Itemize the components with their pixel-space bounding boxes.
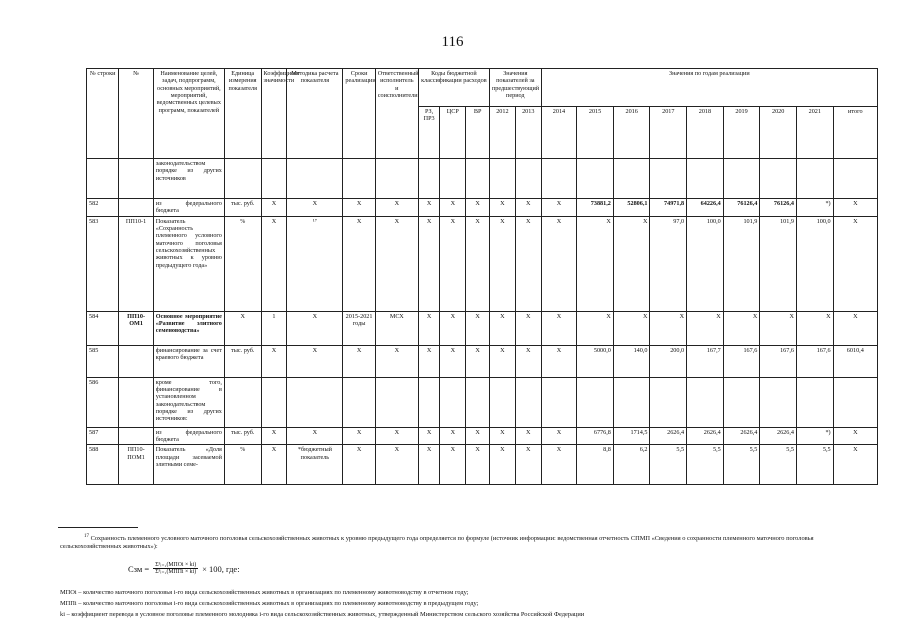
cell-total: X (833, 216, 877, 311)
cell-no (119, 199, 153, 217)
cell-name: Показатель «Доля площади засеваемой элитными семе- (153, 445, 224, 485)
cell-method (287, 159, 343, 199)
cell-terms (343, 377, 375, 427)
header-2014: 2014 (541, 107, 577, 159)
cell-v2021: 167,6 (796, 345, 833, 377)
cell-v2016: X (613, 216, 650, 311)
cell-v2019: 5,5 (723, 445, 760, 485)
cell-coef: X (261, 427, 287, 445)
cell-v2015 (577, 159, 614, 199)
cell-name: законодательством порядке из других источников (153, 159, 224, 199)
cell-name: финансирование за счет краевого бюджета (153, 345, 224, 377)
cell-v2012: X (489, 445, 515, 485)
cell-v2018: 5,5 (687, 445, 724, 485)
cell-v2015: X (577, 216, 614, 311)
header-no: № (119, 69, 153, 159)
cell-coef: 1 (261, 311, 287, 345)
cell-method: X (287, 427, 343, 445)
cell-v2014: X (541, 311, 577, 345)
footnote-text (60, 534, 868, 551)
cell-no (119, 345, 153, 377)
cell-rz (418, 159, 440, 199)
cell-csr (440, 159, 466, 199)
cell-v2014: X (541, 216, 577, 311)
formula-numerator: Σⁿᵢ₌₁(МПОi × ki) (155, 562, 197, 568)
cell-v2013: X (515, 216, 541, 311)
cell-v2018: 167,7 (687, 345, 724, 377)
table-row (87, 216, 878, 311)
cell-method (287, 377, 343, 427)
cell-v2016: X (613, 311, 650, 345)
cell-unit: % (224, 216, 261, 311)
cell-rz (418, 377, 440, 427)
cell-resp (375, 159, 418, 199)
cell-terms: 2015-2021 годы (343, 311, 375, 345)
cell-v2012: X (489, 199, 515, 217)
formula-lhs: Сзм = (128, 563, 150, 574)
cell-coef (261, 159, 287, 199)
cell-v2014: X (541, 345, 577, 377)
cell-v2012: X (489, 216, 515, 311)
cell-terms: X (343, 199, 375, 217)
cell-total: X (833, 427, 877, 445)
program-table (86, 68, 878, 485)
cell-no (119, 377, 153, 427)
cell-v2014: X (541, 427, 577, 445)
cell-v2020 (760, 377, 797, 427)
cell-v2019: 101,9 (723, 216, 760, 311)
cell-resp: X (375, 427, 418, 445)
header-coef: Коэффициент значимости (261, 69, 287, 159)
cell-vr: X (466, 345, 490, 377)
header-2013: 2013 (515, 107, 541, 159)
cell-no: ПП10-ПОМ1 (119, 445, 153, 485)
cell-v2015: 6776,8 (577, 427, 614, 445)
cell-vr: X (466, 216, 490, 311)
cell-csr: X (440, 345, 466, 377)
cell-v2019 (723, 377, 760, 427)
cell-v2018 (687, 159, 724, 199)
cell-coef: X (261, 216, 287, 311)
formula-rhs: × 100, где: (202, 563, 240, 574)
cell-v2020: 2626,4 (760, 427, 797, 445)
cell-v2013: X (515, 427, 541, 445)
cell-no (119, 427, 153, 445)
cell-v2015: 8,8 (577, 445, 614, 485)
cell-total (833, 159, 877, 199)
cell-v2013: X (515, 345, 541, 377)
cell-coef: X (261, 445, 287, 485)
cell-v2014 (541, 159, 577, 199)
cell-csr (440, 377, 466, 427)
cell-v2017: 200,0 (650, 345, 687, 377)
cell-line: 584 (87, 311, 119, 345)
cell-terms: X (343, 345, 375, 377)
cell-total: X (833, 445, 877, 485)
table-row (87, 445, 878, 485)
cell-v2016: 52806,1 (613, 199, 650, 217)
cell-v2013 (515, 377, 541, 427)
header-2018: 2018 (687, 107, 724, 159)
cell-v2018: 64226,4 (687, 199, 724, 217)
cell-resp (375, 377, 418, 427)
table-row (87, 159, 878, 199)
cell-v2016 (613, 377, 650, 427)
table-row (87, 199, 878, 217)
header-row-no: № строки (87, 69, 119, 159)
cell-v2012 (489, 159, 515, 199)
cell-v2018 (687, 377, 724, 427)
header-2019: 2019 (723, 107, 760, 159)
cell-unit: тыс. руб. (224, 199, 261, 217)
cell-csr: X (440, 199, 466, 217)
cell-vr (466, 159, 490, 199)
cell-v2014: X (541, 445, 577, 485)
header-terms: Сроки реализации (343, 69, 375, 159)
cell-line: 586 (87, 377, 119, 427)
cell-v2015: 73881,2 (577, 199, 614, 217)
cell-v2018: X (687, 311, 724, 345)
cell-total: X (833, 199, 877, 217)
cell-no: ПП10-1 (119, 216, 153, 311)
cell-csr: X (440, 216, 466, 311)
cell-terms: X (343, 216, 375, 311)
cell-v2015 (577, 377, 614, 427)
header-2017: 2017 (650, 107, 687, 159)
cell-v2021: X (796, 311, 833, 345)
cell-v2021: 100,0 (796, 216, 833, 311)
header-prev: Значения показателей за предшествующий период (489, 69, 541, 107)
cell-vr (466, 377, 490, 427)
cell-rz: X (418, 427, 440, 445)
header-csr: ЦСР (440, 107, 466, 159)
cell-v2013: X (515, 199, 541, 217)
table-row (87, 427, 878, 445)
cell-v2013: X (515, 311, 541, 345)
cell-v2017: X (650, 311, 687, 345)
header-unit: Единица измерения показателя (224, 69, 261, 159)
cell-v2018: 2626,4 (687, 427, 724, 445)
cell-rz: X (418, 199, 440, 217)
cell-v2018: 100,0 (687, 216, 724, 311)
cell-v2017 (650, 377, 687, 427)
cell-v2017: 97,0 (650, 216, 687, 311)
cell-unit (224, 159, 261, 199)
cell-v2015: X (577, 311, 614, 345)
cell-v2020: 5,5 (760, 445, 797, 485)
formula (128, 562, 240, 575)
cell-v2012: X (489, 311, 515, 345)
header-years-group: Значения по годам реализации (541, 69, 877, 107)
formula-denominator: Σⁿᵢ₌₁(МППi × ki) (155, 569, 197, 575)
cell-coef: X (261, 345, 287, 377)
header-resp: Ответственный исполнитель и соисполнители (375, 69, 418, 159)
cell-rz: X (418, 311, 440, 345)
cell-rz: X (418, 445, 440, 485)
cell-unit: X (224, 311, 261, 345)
cell-unit: % (224, 445, 261, 485)
page-number: 116 (441, 34, 464, 50)
cell-v2020 (760, 159, 797, 199)
header-2021: 2021 (796, 107, 833, 159)
cell-method: X (287, 345, 343, 377)
footnote-rule (58, 527, 138, 528)
table-row (87, 377, 878, 427)
cell-v2012: X (489, 345, 515, 377)
formula-fraction (153, 562, 198, 575)
cell-terms (343, 159, 375, 199)
cell-v2021: 5,5 (796, 445, 833, 485)
cell-v2020: 76126,4 (760, 199, 797, 217)
table-row (87, 311, 878, 345)
cell-total: X (833, 311, 877, 345)
cell-v2019: 167,6 (723, 345, 760, 377)
cell-vr: X (466, 445, 490, 485)
cell-vr: X (466, 199, 490, 217)
cell-name: из федерального бюджета (153, 427, 224, 445)
cell-line: 587 (87, 427, 119, 445)
cell-total: 6010,4 (833, 345, 877, 377)
cell-v2019 (723, 159, 760, 199)
cell-v2014 (541, 377, 577, 427)
header-codes: Коды бюджетной классификации расходов (418, 69, 489, 107)
header-2015: 2015 (577, 107, 614, 159)
cell-v2021 (796, 377, 833, 427)
cell-v2016: 140,0 (613, 345, 650, 377)
cell-resp: X (375, 445, 418, 485)
footnote-mark: 17 (84, 534, 89, 539)
cell-v2020: 101,9 (760, 216, 797, 311)
cell-v2017: 2626,4 (650, 427, 687, 445)
cell-method: ¹⁷ (287, 216, 343, 311)
header-rz: РЗ, ПР3 (418, 107, 440, 159)
cell-coef: X (261, 199, 287, 217)
header-name: Наименование целей, задач, подпрограмм, основных мероприятий, мероприятий, ведомственных целевых программ, показателей (153, 69, 224, 159)
cell-v2020: X (760, 311, 797, 345)
cell-unit: тыс. руб. (224, 427, 261, 445)
header-2016: 2016 (613, 107, 650, 159)
footnote-body: Сохранность племенного условного маточного поголовья сельскохозяйственных животных к уровню предыдущего года определяется по формуле (источник информации: ведомственная отчетность СПМП «Сведения о сохранности племенного маточного поголовья сельскохозяйственных животных»): (60, 535, 814, 551)
cell-no: ПП10-ОМ1 (119, 311, 153, 345)
cell-csr: X (440, 445, 466, 485)
cell-v2019: 76126,4 (723, 199, 760, 217)
cell-v2013: X (515, 445, 541, 485)
cell-v2021 (796, 159, 833, 199)
header-method: Методика расчета показателя (287, 69, 343, 159)
cell-no (119, 159, 153, 199)
cell-v2021: *) (796, 199, 833, 217)
table-row (87, 345, 878, 377)
footnote-def-2: МППi – количество маточного поголовья i-го вида сельскохозяйственных животных в организациях по племенному животноводству в предыдущем году; (60, 600, 479, 607)
cell-line: 588 (87, 445, 119, 485)
cell-v2021: *) (796, 427, 833, 445)
cell-v2012: X (489, 427, 515, 445)
cell-v2019: X (723, 311, 760, 345)
cell-v2017: 74971,8 (650, 199, 687, 217)
cell-csr: X (440, 427, 466, 445)
cell-coef (261, 377, 287, 427)
cell-method: *бюджетный показатель (287, 445, 343, 485)
cell-resp: X (375, 199, 418, 217)
cell-csr: X (440, 311, 466, 345)
cell-v2012 (489, 377, 515, 427)
cell-resp: X (375, 216, 418, 311)
cell-v2016: 6,2 (613, 445, 650, 485)
header-total: итого (833, 107, 877, 159)
cell-v2016 (613, 159, 650, 199)
cell-name: Показатель «Сохранность племенного условного маточного поголовья сельскохозяйственных животных к уровню предыдущего года» (153, 216, 224, 311)
header-2012: 2012 (489, 107, 515, 159)
footnote-def-1: МПОi – количество маточного поголовья i-го вида сельскохозяйственных животных в организациях по племенному животноводству в отчетном году; (60, 589, 469, 596)
cell-rz: X (418, 216, 440, 311)
cell-vr: X (466, 311, 490, 345)
cell-v2015: 5000,0 (577, 345, 614, 377)
cell-name: кроме того, финансирование в установленном законодательством порядке из других источников: (153, 377, 224, 427)
table-body (87, 159, 878, 485)
cell-unit: тыс. руб. (224, 345, 261, 377)
footnote-def-3: ki – коэффициент перевода в условное поголовье племенного молодняка i-го вида сельскохозяйственных животных, утвержденный Министерством сельского хозяйства Российской Федерации (60, 611, 585, 618)
cell-resp: МСХ (375, 311, 418, 345)
cell-rz: X (418, 345, 440, 377)
cell-v2014: X (541, 199, 577, 217)
cell-name: из федерального бюджета (153, 199, 224, 217)
cell-v2017: 5,5 (650, 445, 687, 485)
cell-name: Основное мероприятие «Развитие элитного семеноводства» (153, 311, 224, 345)
cell-line (87, 159, 119, 199)
cell-method: X (287, 199, 343, 217)
cell-v2019: 2626,4 (723, 427, 760, 445)
cell-line: 585 (87, 345, 119, 377)
cell-resp: X (375, 345, 418, 377)
cell-unit (224, 377, 261, 427)
cell-line: 583 (87, 216, 119, 311)
cell-total (833, 377, 877, 427)
header-vr: ВР (466, 107, 490, 159)
cell-vr: X (466, 427, 490, 445)
cell-v2016: 1714,5 (613, 427, 650, 445)
cell-v2013 (515, 159, 541, 199)
cell-v2017 (650, 159, 687, 199)
cell-terms: X (343, 445, 375, 485)
cell-line: 582 (87, 199, 119, 217)
cell-v2020: 167,6 (760, 345, 797, 377)
cell-method: X (287, 311, 343, 345)
header-2020: 2020 (760, 107, 797, 159)
cell-terms: X (343, 427, 375, 445)
